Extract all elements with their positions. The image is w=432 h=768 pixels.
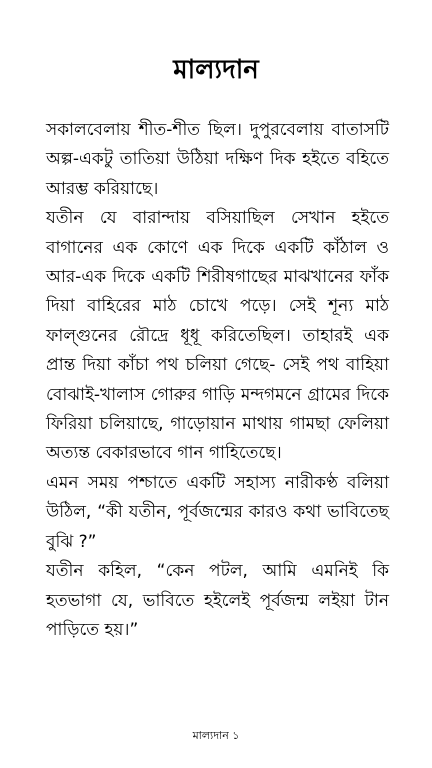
paragraph-4: যতীন কহিল, “কেন পটল, আমি এমনিই কি হতভাগা যে, ভাবিতে হইলেই পূর্বজন্ম লইয়া টান পাড়িতে হয়।” (46, 561, 389, 640)
paragraph-1: সকালবেলায় শীত-শীত ছিল। দুপুরবেলায় বাতাসটি অল্প-একটু তাতিয়া উঠিয়া দক্ষিণ দিক হইতে বহিতে আরম্ভ করিয়াছে। (46, 120, 389, 199)
page-footer: মাল্যদান ১ (192, 729, 240, 742)
paragraph-2: যতীন যে বারান্দায় বসিয়াছিল সেখান হইতে বাগানের এক কোণে এক দিকে একটি কাঁঠাল ও আর-এক দিকে একটি শিরীষগাছের মাঝখানের ফাঁক দিয়া বাহিরের মাঠ চোখে পড়ে। সেই শূন্য মাঠ ফাল্গুনের রৌদ্রে ধূধূ করিতেছিল। তাহারই এক প্রান্ত দিয়া কাঁচা পথ চলিয়া গেছে- সেই পথ বাহিয়া বোঝাই-খালাস গোরুর গাড়ি মন্দগমনে গ্রামের দিকে ফিরিয়া চলিয়াছে, গাড়োয়ান মাথায় গামছা ফেলিয়া অত্যন্ত বেকারভাবে গান গাহিতেছে। (46, 208, 389, 464)
chapter-title: মাল্যদান (173, 55, 259, 85)
paragraph-3: এমন সময় পশ্চাতে একটি সহাস্য নারীকণ্ঠ বলিয়া উঠিল, “কী যতীন, পূর্বজন্মের কারও কথা ভাবিতেছ বুঝি ?” (46, 472, 389, 552)
body-text (46, 116, 389, 645)
